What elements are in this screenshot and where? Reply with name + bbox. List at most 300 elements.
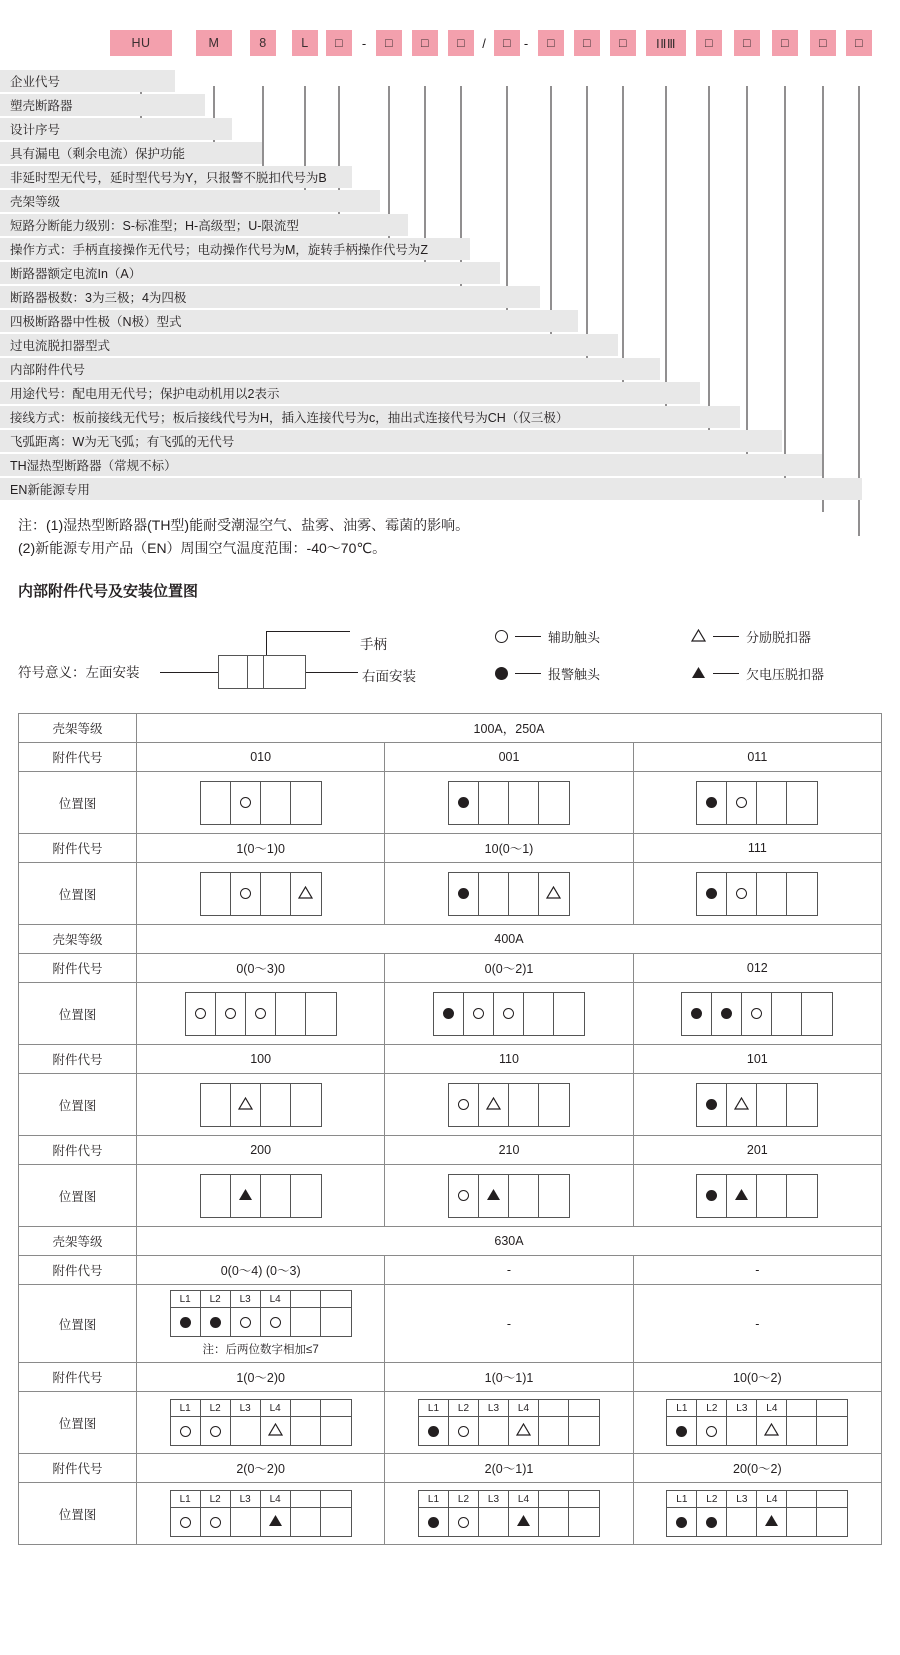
pole-slot — [697, 1175, 727, 1217]
empty-slot — [548, 1426, 559, 1437]
breaker-body-diagram — [218, 655, 306, 689]
pole-slot — [554, 993, 584, 1035]
pole-slot — [539, 1508, 569, 1536]
model-code-row — [0, 30, 900, 64]
pole-slot — [727, 873, 757, 915]
pole-label: L4 — [509, 1400, 539, 1416]
code-description-bar — [0, 214, 408, 236]
pole-label: L4 — [261, 1291, 291, 1307]
auxiliary-contact-icon — [210, 1517, 221, 1528]
position-diagram-label: 位置图 — [19, 1074, 137, 1136]
pole-slot — [464, 993, 494, 1035]
pole-symbol-row — [418, 1507, 600, 1537]
position-diagram-box — [696, 1083, 818, 1127]
code-description-bar — [0, 142, 262, 164]
position-diagram — [638, 1399, 877, 1446]
pole-slot — [757, 782, 787, 824]
empty-slot — [300, 1099, 311, 1110]
position-diagram-cell — [633, 1392, 881, 1454]
empty-slot — [563, 1008, 574, 1019]
pole-slot — [787, 1084, 817, 1126]
position-diagram — [638, 872, 877, 916]
empty-slot — [300, 1426, 311, 1437]
empty-slot — [796, 1426, 807, 1437]
auxiliary-contact-icon — [736, 888, 747, 899]
alarm-contact-icon — [691, 1008, 702, 1019]
pole-slot — [231, 1417, 261, 1445]
pole-slot — [261, 1508, 291, 1536]
position-diagram — [389, 1490, 628, 1537]
position-diagram-label: 位置图 — [19, 772, 137, 834]
code-description-bar — [0, 118, 232, 140]
pole-label: L2 — [201, 1491, 231, 1507]
pole-label — [817, 1400, 847, 1416]
legend-connector — [515, 673, 541, 674]
pole-slot — [231, 1084, 261, 1126]
position-diagram-box — [448, 781, 570, 825]
table-row — [19, 772, 882, 834]
undervoltage-release-icon — [691, 666, 706, 682]
accessory-code-value: 210 — [385, 1136, 633, 1165]
pole-slot — [276, 993, 306, 1035]
model-code-cell: □ — [494, 30, 520, 56]
position-diagram-cell — [137, 1074, 385, 1136]
pole-slot — [291, 873, 321, 915]
code-description-text: 接线方式：板前接线无代号；板后接线代号为H，插入连接代号为c，抽出式连接代号为CH（仅三极） — [10, 411, 569, 425]
pole-slot — [201, 1508, 231, 1536]
pole-slot — [787, 1417, 817, 1445]
empty-slot — [518, 1190, 529, 1201]
empty-slot — [797, 1190, 808, 1201]
pole-slot — [216, 993, 246, 1035]
auxiliary-contact-icon — [736, 797, 747, 808]
accessory-code-value: 111 — [633, 834, 881, 863]
empty-slot — [300, 1517, 311, 1528]
pole-symbol-row — [170, 1416, 352, 1446]
position-diagram — [389, 992, 628, 1036]
pole-label — [817, 1491, 847, 1507]
table-row — [19, 983, 882, 1045]
model-code-cell: □ — [846, 30, 872, 56]
model-code-cell: □ — [448, 30, 474, 56]
accessory-code-value: - — [633, 1256, 881, 1285]
shunt-release-icon — [734, 1097, 749, 1113]
position-diagram-box — [681, 992, 833, 1036]
alarm-contact-icon — [706, 1099, 717, 1110]
pole-label: L2 — [201, 1400, 231, 1416]
empty-slot — [270, 1099, 281, 1110]
auxiliary-contact-icon — [706, 1426, 717, 1437]
pole-slot — [419, 1417, 449, 1445]
table-row — [19, 1165, 882, 1227]
pole-label: L2 — [697, 1491, 727, 1507]
pole-slot — [321, 1508, 351, 1536]
pole-slot — [231, 873, 261, 915]
empty-slot — [796, 1517, 807, 1528]
alarm-contact-icon — [706, 797, 717, 808]
accessory-code-value: 10(0～1) — [385, 834, 633, 863]
pole-slot — [539, 873, 569, 915]
frame-rating-value: 400A — [137, 925, 882, 954]
pole-slot — [757, 1175, 787, 1217]
alarm-contact-icon — [428, 1517, 439, 1528]
model-code-cell: □ — [376, 30, 402, 56]
empty-slot — [488, 888, 499, 899]
pole-label: L3 — [479, 1400, 509, 1416]
position-diagram — [141, 1490, 380, 1537]
legend-left-leader — [160, 672, 218, 673]
pole-slot — [291, 782, 321, 824]
position-diagram-cell — [137, 1392, 385, 1454]
position-diagram-box — [200, 1083, 322, 1127]
code-description-text: 断路器额定电流In（A） — [10, 267, 142, 281]
legend-row — [495, 627, 885, 646]
position-diagram-box — [200, 872, 322, 916]
pole-slot — [201, 1175, 231, 1217]
pole-slot — [261, 1417, 291, 1445]
position-diagram-box — [448, 1083, 570, 1127]
model-code-cell: □ — [610, 30, 636, 56]
legend-right-leader — [306, 672, 358, 673]
footnote-1: 注：(1)湿热型断路器(TH型)能耐受潮湿空气、盐雾、油雾、霉菌的影响。 — [18, 517, 470, 533]
pole-slot — [261, 782, 291, 824]
position-diagram-cell — [633, 772, 881, 834]
pole-slot — [742, 993, 772, 1035]
position-diagram-cell — [385, 1483, 633, 1545]
pole-slot — [479, 1084, 509, 1126]
legend-item — [495, 627, 665, 646]
empty-slot — [548, 1190, 559, 1201]
pole-label: L3 — [231, 1291, 261, 1307]
product-code-page — [0, 30, 900, 1545]
empty-slot — [766, 1099, 777, 1110]
position-diagram — [141, 781, 380, 825]
pole-slot — [321, 1308, 351, 1336]
model-code-cell: □ — [326, 30, 352, 56]
pole-slot — [261, 1084, 291, 1126]
legend-item-label: 辅助触头 — [548, 630, 601, 646]
shunt-release-icon — [298, 886, 313, 902]
pole-label-row — [418, 1490, 600, 1507]
accessory-code-value: 001 — [385, 743, 633, 772]
empty-slot — [736, 1517, 747, 1528]
accessory-code-label: 附件代号 — [19, 743, 137, 772]
position-diagram-label: 位置图 — [19, 863, 137, 925]
pole-slot — [171, 1417, 201, 1445]
accessory-code-value: 20(0～2) — [633, 1454, 881, 1483]
pole-slot — [201, 1084, 231, 1126]
code-description-bar — [0, 238, 470, 260]
position-diagram-labeled — [666, 1399, 848, 1446]
model-code-cell: □ — [734, 30, 760, 56]
auxiliary-contact-icon — [225, 1008, 236, 1019]
pole-slot — [306, 993, 336, 1035]
pole-label: L3 — [231, 1400, 261, 1416]
pole-slot — [524, 993, 554, 1035]
model-code-cell: □ — [696, 30, 722, 56]
position-diagram — [141, 1174, 380, 1218]
position-diagram-labeled — [170, 1490, 352, 1537]
accessory-code-label: 附件代号 — [19, 1136, 137, 1165]
handle-leader-horizontal — [266, 631, 350, 632]
pole-slot — [667, 1508, 697, 1536]
auxiliary-contact-icon — [255, 1008, 266, 1019]
position-diagram — [389, 872, 628, 916]
pole-slot — [539, 1084, 569, 1126]
legend-item-label: 欠电压脱扣器 — [746, 667, 825, 683]
code-description-bar — [0, 262, 500, 284]
position-diagram-box — [696, 872, 818, 916]
code-description-bar — [0, 406, 740, 428]
pole-slot — [757, 1508, 787, 1536]
position-diagram-box — [185, 992, 337, 1036]
position-diagram-box — [433, 992, 585, 1036]
pole-slot — [246, 993, 276, 1035]
accessory-code-value: 1(0～2)0 — [137, 1363, 385, 1392]
alarm-contact-icon — [706, 1190, 717, 1201]
pole-slot — [509, 1508, 539, 1536]
position-diagram-label: 位置图 — [19, 1392, 137, 1454]
pole-label — [291, 1400, 321, 1416]
table-row — [19, 714, 882, 743]
table-row — [19, 1363, 882, 1392]
pole-slot — [509, 1417, 539, 1445]
alarm-contact-icon — [443, 1008, 454, 1019]
pole-label: L1 — [171, 1491, 201, 1507]
accessory-code-value: 201 — [633, 1136, 881, 1165]
undervoltage-release-icon — [764, 1514, 779, 1530]
pole-slot — [509, 1084, 539, 1126]
pole-slot — [727, 1508, 757, 1536]
pole-label: L2 — [697, 1400, 727, 1416]
legend-item-label: 分励脱扣器 — [746, 630, 812, 646]
pole-label: L4 — [757, 1491, 787, 1507]
position-diagram — [389, 1174, 628, 1218]
alarm-contact-icon — [180, 1317, 191, 1328]
accessory-code-value: 10(0～2) — [633, 1363, 881, 1392]
alarm-contact-icon — [706, 888, 717, 899]
accessory-code-value: 011 — [633, 743, 881, 772]
position-diagram-label: 位置图 — [19, 1285, 137, 1363]
legend-left-mount-label: 符号意义：左面安装 — [18, 665, 140, 681]
pole-label: L3 — [727, 1400, 757, 1416]
accessory-code-label: 附件代号 — [19, 1045, 137, 1074]
pole-label — [569, 1491, 599, 1507]
pole-label: L3 — [479, 1491, 509, 1507]
position-diagram-box — [696, 1174, 818, 1218]
position-diagram — [638, 781, 877, 825]
pole-label — [569, 1400, 599, 1416]
model-code-cell: □ — [574, 30, 600, 56]
position-diagram-cell — [633, 1483, 881, 1545]
pole-slot — [494, 993, 524, 1035]
code-description-text: 设计序号 — [10, 123, 61, 137]
accessory-code-label: 附件代号 — [19, 1454, 137, 1483]
pole-slot — [231, 1308, 261, 1336]
code-description-text: EN新能源专用 — [10, 483, 90, 497]
model-code-separator: / — [482, 35, 486, 51]
shunt-release-icon — [764, 1423, 779, 1439]
empty-slot — [300, 797, 311, 808]
position-diagram — [638, 992, 877, 1036]
code-description-text: 企业代号 — [10, 75, 61, 89]
pole-slot — [817, 1508, 847, 1536]
handle-leader-vertical — [266, 631, 267, 655]
table-row — [19, 1483, 882, 1545]
pole-label: L4 — [261, 1400, 291, 1416]
pole-slot — [479, 1175, 509, 1217]
pole-slot — [449, 1175, 479, 1217]
pole-slot — [712, 993, 742, 1035]
model-code-cell: 8 — [250, 30, 276, 56]
pole-slot — [727, 782, 757, 824]
pole-slot — [479, 1508, 509, 1536]
empty-slot — [518, 797, 529, 808]
pole-label: L1 — [171, 1291, 201, 1307]
pole-slot — [817, 1417, 847, 1445]
pole-label: L2 — [449, 1491, 479, 1507]
position-diagram-cell — [633, 1074, 881, 1136]
footnote-2: (2)新能源专用产品（EN）周围空气温度范围：-40～70℃。 — [18, 540, 387, 557]
empty-slot — [300, 1190, 311, 1201]
pole-slot — [569, 1417, 599, 1445]
auxiliary-contact-icon — [458, 1517, 469, 1528]
pole-label: L2 — [449, 1400, 479, 1416]
pole-slot — [697, 782, 727, 824]
code-description-text: 短路分断能力级别：S-标准型；H-高级型；U-限流型 — [10, 219, 299, 233]
pole-slot — [727, 1084, 757, 1126]
empty-slot — [330, 1317, 341, 1328]
position-diagram — [141, 872, 380, 916]
table-row — [19, 863, 882, 925]
position-diagram — [638, 1490, 877, 1537]
accessory-code-label: 附件代号 — [19, 1256, 137, 1285]
code-description-text: 飞弧距离：W为无飞弧；有飞弧的无代号 — [10, 435, 235, 449]
position-diagram-box — [448, 872, 570, 916]
pole-slot — [539, 782, 569, 824]
position-diagram-labeled — [170, 1399, 352, 1446]
pole-slot — [419, 1508, 449, 1536]
position-diagram-cell — [633, 1285, 881, 1363]
empty-slot — [766, 797, 777, 808]
position-diagram-label: 位置图 — [19, 1165, 137, 1227]
position-diagram-cell — [385, 863, 633, 925]
empty-slot — [766, 888, 777, 899]
accessory-code-value: 2(0～1)1 — [385, 1454, 633, 1483]
pole-slot — [201, 1308, 231, 1336]
auxiliary-contact-icon — [751, 1008, 762, 1019]
accessory-code-label: 附件代号 — [19, 1363, 137, 1392]
position-diagram-labeled — [666, 1490, 848, 1537]
auxiliary-contact-icon — [240, 888, 251, 899]
empty-slot — [300, 1317, 311, 1328]
accessory-position-table — [18, 713, 882, 1545]
empty-slot — [240, 1426, 251, 1437]
frame-rating-value: 100A，250A — [137, 714, 882, 743]
symbol-legend — [0, 609, 900, 705]
position-diagram-cell — [385, 1285, 633, 1363]
alarm-contact-icon — [706, 1517, 717, 1528]
empty-slot — [812, 1008, 823, 1019]
auxiliary-contact-icon — [210, 1426, 221, 1437]
accessory-code-value: 100 — [137, 1045, 385, 1074]
pole-slot — [479, 782, 509, 824]
shunt-release-icon — [546, 886, 561, 902]
position-diagram-cell — [385, 1074, 633, 1136]
position-diagram-cell — [137, 983, 385, 1045]
code-description-bar — [0, 286, 540, 308]
pole-slot — [479, 873, 509, 915]
position-diagram — [141, 1290, 380, 1337]
auxiliary-contact-icon — [495, 630, 508, 643]
empty-slot — [736, 1426, 747, 1437]
pole-label: L1 — [419, 1491, 449, 1507]
frame-rating-label: 壳架等级 — [19, 925, 137, 954]
pole-label — [539, 1491, 569, 1507]
pole-slot — [757, 1417, 787, 1445]
pole-slot — [201, 1417, 231, 1445]
empty-slot — [518, 888, 529, 899]
pole-slot — [727, 1175, 757, 1217]
position-diagram-box — [696, 781, 818, 825]
empty-slot — [578, 1426, 589, 1437]
pole-slot — [231, 782, 261, 824]
position-diagram-cell — [385, 1392, 633, 1454]
pole-slot — [171, 1508, 201, 1536]
pole-slot — [697, 1508, 727, 1536]
empty-slot — [533, 1008, 544, 1019]
model-code-cell: □ — [538, 30, 564, 56]
pole-label — [321, 1400, 351, 1416]
model-code-cell: ⅠⅡⅢ — [646, 30, 686, 56]
code-description-list — [0, 70, 900, 500]
empty-slot — [578, 1517, 589, 1528]
pole-slot — [231, 1508, 261, 1536]
position-diagram-box — [200, 1174, 322, 1218]
empty-slot — [548, 797, 559, 808]
alarm-contact-icon — [676, 1426, 687, 1437]
position-diagram-cell — [137, 772, 385, 834]
undervoltage-release-icon — [516, 1514, 531, 1530]
pole-slot — [171, 1308, 201, 1336]
empty-slot — [827, 1517, 838, 1528]
code-description-text: TH湿热型断路器（常规不标） — [10, 459, 177, 473]
code-description-text: 非延时型无代号，延时型代号为Y，只报警不脱扣代号为B — [10, 171, 327, 185]
pole-slot — [449, 1084, 479, 1126]
pole-label — [539, 1400, 569, 1416]
accessory-code-value: 200 — [137, 1136, 385, 1165]
legend-item — [495, 664, 665, 683]
model-code-cell: HU — [110, 30, 172, 56]
pole-slot — [261, 873, 291, 915]
empty-slot — [330, 1517, 341, 1528]
model-code-cell: L — [292, 30, 318, 56]
position-diagram: - — [506, 1316, 512, 1331]
position-diagram-cell — [633, 863, 881, 925]
pole-slot — [509, 873, 539, 915]
auxiliary-contact-icon — [458, 1426, 469, 1437]
alarm-contact-icon — [458, 888, 469, 899]
position-diagram-label: 位置图 — [19, 983, 137, 1045]
accessory-code-value: 1(0～1)1 — [385, 1363, 633, 1392]
position-diagram-label: 位置图 — [19, 1483, 137, 1545]
pole-label: L4 — [757, 1400, 787, 1416]
position-diagram-cell — [385, 1165, 633, 1227]
pole-symbol-row — [418, 1416, 600, 1446]
code-description-text: 壳架等级 — [10, 195, 61, 209]
pole-slot — [509, 1175, 539, 1217]
alarm-contact-icon — [721, 1008, 732, 1019]
